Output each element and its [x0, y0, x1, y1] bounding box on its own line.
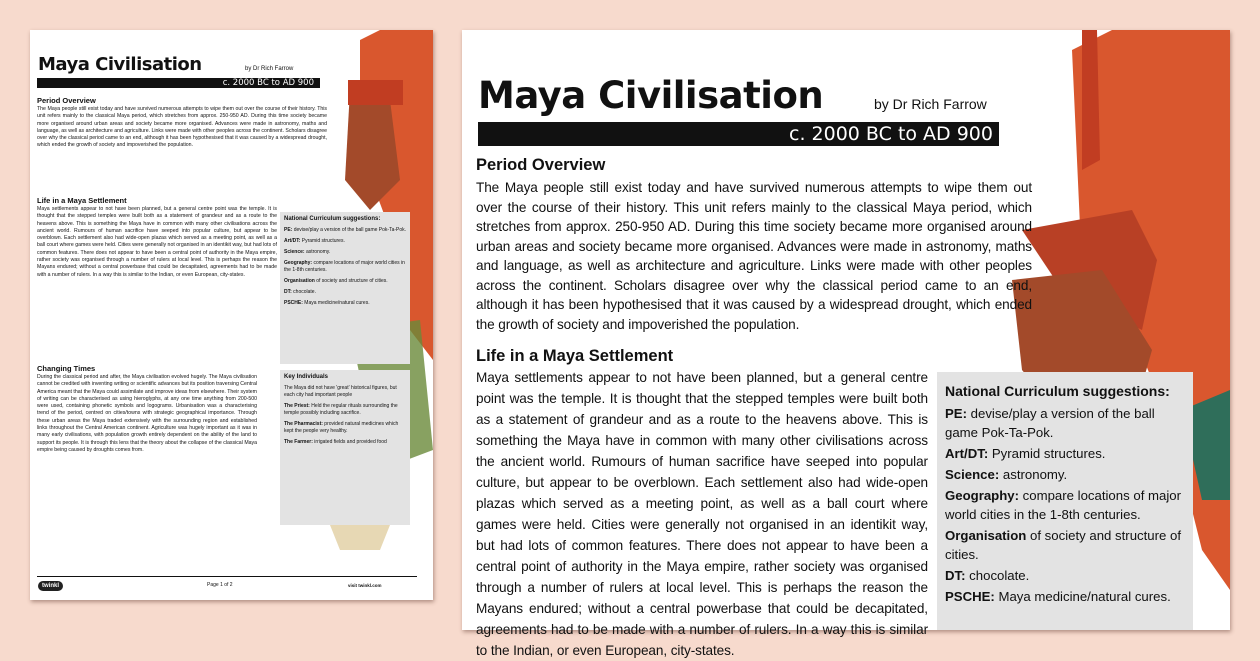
changing-times-text: During the classical period and after, the Maya civilisation evolved hugely. The Maya civilisation cannot be credited with inventing writing or scientific advances but its position traversing Central America meant that the Maya could assimilate and improve ideas from elsewhere. Their system of writing can be characterised as using hieroglyphs, at any one time anything from 200-500 were used, containing phonetic symbols and logograms. Urbanisation was a characterising trend of the period, centred on cities/towns with strategic geographical importance. Through these urban areas the Maya traded extensively with the surrounding region and established links throughout the Central American continent. Agriculture was hugely important as it was in many early civilisations, with population growth entirely dependent on the ability of the land to support its people. It is through this lens that the theory about the collapse of the classical Maya empire being caused by droughts comes from. [37, 374, 258, 453]
key-item: The Priest: Held the regular rituals surrounding the temple possibly including sacrifice. [284, 403, 398, 416]
twinkl-logo: twinkl [38, 581, 63, 591]
curriculum-item: PE: devise/play a version of the ball game Pok-Ta-Pok. [284, 227, 407, 233]
key-individuals-box [280, 370, 410, 525]
curriculum-item: Geography: compare locations of major world cities in the 1-8th centuries. [284, 260, 405, 273]
footer-site: visit twinkl.com [348, 583, 382, 588]
heading-period-overview: Period Overview [37, 96, 96, 105]
heading-changing-times: Changing Times [37, 364, 96, 373]
heading-life: Life in a Maya Settlement [476, 347, 674, 365]
heading-life: Life in a Maya Settlement [37, 196, 127, 205]
curriculum-item: Science: astronomy. [945, 467, 1068, 482]
author: by Dr Rich Farrow [245, 66, 294, 72]
curriculum-item: Science: astronomy. [284, 249, 331, 255]
curriculum-box [937, 372, 1193, 630]
period-overview-text: The Maya people still exist today and have survived numerous attempts to wipe them out over the course of their history. This unit refers mainly to the classical Maya period, which stretches from approx. 250-950 AD. During this time society became more organised around urban areas and society became more organised. Advances were made in astronomy, maths and language, as well as architecture and agriculture. Links were made with other peoples across the continent. Scholars disagree over why the classical period came to an end, although it has been hypothesised that it was caused by a widespread drought, which ended the growth of society and impoverished the population. [37, 106, 327, 149]
document-title: Maya Civilisation [38, 54, 202, 75]
period-overview-text: The Maya people still exist today and have survived numerous attempts to wipe them out over the course of their history. This unit refers mainly to the classical Maya period, which stretches from approx. 250-950 AD. During this time society became more organised around urban areas and society became more organised. Advances were made in astronomy, maths and language, as well as architecture and agriculture. Links were made with other peoples across the continent. Scholars disagree over why the classical period came to an end, although it has been hypothesised that it was caused by a widespread drought, which ended the growth of society and impoverished the population. [476, 180, 1032, 332]
page-thumbnail[interactable] [30, 30, 433, 600]
life-text: Maya settlements appear to not have been planned, but a general centre point was the temple. It is thought that the stepped temples were built both as a statement of grandeur and as a route to the heavens above. This is something the Maya have in common with many other civilisations across the ancient world. Rumours of human sacrifice have seeped into popular culture, but appear to be overblown. Each settlement also had wide-open plazas which served as a meeting point, as well as a ball court where games were held. Cities were generally not organised in an identikit way, but had lots of common features. There does not appear to have been a central point of authority in the Maya empire, rather society was organised through a number of rulers at local level. This is perhaps the reason the Mayans endured; without a central powerbase that could be decapitated, agreements had to be made with a number of rulers. In a way this is similar to the Indian, or even European, city-states. [476, 370, 928, 658]
life-text: Maya settlements appear to not have been planned, but a general centre point was the temple. It is thought that the stepped temples were built both as a statement of grandeur and as a route to the heavens above. This is something the Maya have in common with many other civilisations across the ancient world. Rumours of human sacrifice have seeped into popular culture, but appear to be overblown. Each settlement also had wide-open plazas which served as a meeting point, as well as a ball court where games were held. Cities were generally not organised in an identikit way, but had lots of common features. There does not appear to have been a central point of authority in the Maya empire, rather society was organised through a number of rulers at local level. This is perhaps the reason the Mayans endured; without a central powerbase that could be decapitated, agreements had to be made with a number of rulers. In a way this is similar to the Indian, or even European, city-states. [37, 206, 277, 278]
key-intro: The Maya did not have 'great' historical figures, but each city had important people [284, 385, 397, 398]
heading-period-overview: Period Overview [476, 156, 606, 174]
curriculum-item: Organisation of society and structure of cities. [945, 528, 1182, 562]
page-number: Page 1 of 2 [207, 582, 233, 588]
page-zoomed [462, 30, 1230, 658]
curriculum-item: Art/DT: Pyramid structures. [945, 446, 1106, 461]
curriculum-item: DT: chocolate. [284, 289, 316, 295]
curriculum-heading: National Curriculum suggestions: [945, 383, 1170, 399]
curriculum-item: Organisation of society and structure of cities. [284, 278, 388, 284]
key-item: The Farmer: irrigated fields and provided food [284, 439, 387, 445]
curriculum-box [280, 212, 410, 364]
curriculum-item: PSCHE: Maya medicine/natural cures. [284, 300, 370, 306]
author: by Dr Rich Farrow [874, 96, 987, 112]
curriculum-item: PSCHE: Maya medicine/natural cures. [945, 589, 1171, 604]
curriculum-item: DT: chocolate. [945, 568, 1030, 583]
document-title: Maya Civilisation [478, 74, 824, 117]
curriculum-heading: National Curriculum suggestions: [284, 216, 381, 222]
key-item: The Pharmacist: provided natural medicines which kept the people very healthy. [284, 421, 399, 434]
date-range-bar: c. 2000 BC to AD 900 [478, 122, 999, 146]
date-range-bar: c. 2000 BC to AD 900 [37, 78, 320, 88]
key-heading: Key Individuals [284, 374, 329, 380]
curriculum-item: Art/DT: Pyramid structures. [284, 238, 345, 244]
curriculum-item: PE: devise/play a version of the ball game Pok-Ta-Pok. [945, 406, 1155, 440]
curriculum-item: Geography: compare locations of major world cities in the 1-8th centuries. [945, 488, 1182, 522]
footer-divider [37, 576, 417, 577]
